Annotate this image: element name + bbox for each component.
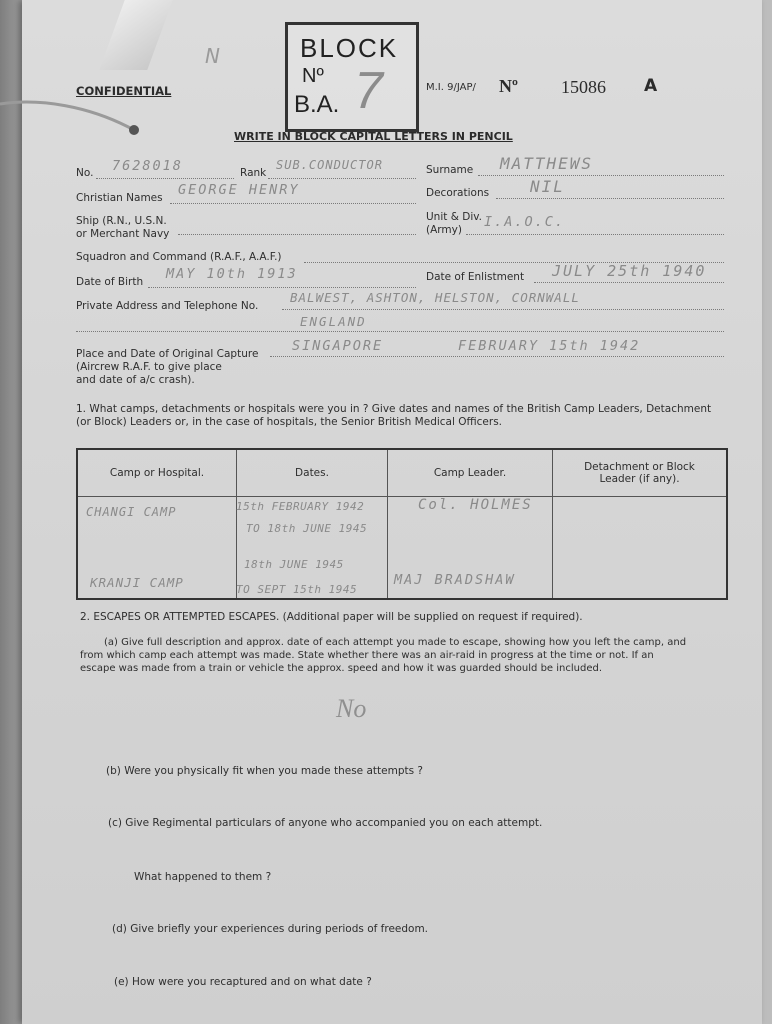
stamp-number: 7 — [354, 62, 383, 120]
stamp-block-text: BLOCK — [300, 33, 399, 63]
capture-date: FEBRUARY 15th 1942 — [458, 338, 641, 354]
ship-label-2: or Merchant Navy — [76, 228, 170, 240]
table-row-2-date-1: 18th JUNE 1945 — [244, 558, 344, 571]
address-line-1 — [282, 309, 724, 310]
decorations-value: NIL — [530, 177, 565, 196]
table-row-2-date-2: TO SEPT 15th 1945 — [236, 583, 358, 596]
q2d-text: (d) Give briefly your experiences during periods of freedom. — [112, 923, 429, 935]
table-row-1-camp: CHANGI CAMP — [86, 505, 177, 519]
form-reference: M.I. 9/JAP/ — [426, 82, 476, 93]
instruction-heading: WRITE IN BLOCK CAPITAL LETTERS IN PENCIL — [234, 130, 513, 143]
stamp-no-text: Nº — [302, 65, 324, 87]
no-value: 7628018 — [112, 158, 183, 174]
unit-line — [466, 234, 724, 235]
decorations-label: Decorations — [426, 187, 490, 199]
col-dates-header: Dates. — [237, 449, 388, 497]
stamp-ba-text: B.A. — [294, 91, 340, 118]
capture-label-3: and date of a/c crash). — [76, 374, 195, 386]
dob-value: MAY 10th 1913 — [166, 266, 298, 282]
serial-suffix: A — [644, 76, 658, 96]
no-symbol: Nº — [499, 76, 518, 96]
surname-value: MATTHEWS — [500, 154, 594, 173]
address-value-2: ENGLAND — [300, 314, 367, 329]
q1-line-2: (or Block) Leaders or, in the case of hospitals, the Senior British Medical Officers. — [76, 416, 503, 428]
serial-number: 15086 — [561, 77, 606, 97]
q2a-line-3: escape was made from a train or vehicle the approx. speed and how it was guarded should be included. — [80, 663, 603, 674]
table-header-row — [77, 449, 727, 497]
q2c-text: (c) Give Regimental particulars of anyone who accompanied you on each attempt. — [108, 817, 543, 829]
enlistment-line — [534, 282, 724, 283]
detachment-cell — [553, 497, 728, 600]
capture-label-1: Place and Date of Original Capture — [76, 348, 259, 360]
table-row-1-date-1: 15th FEBRUARY 1942 — [236, 500, 365, 513]
string-icon — [0, 98, 140, 138]
address-line-2 — [76, 331, 724, 332]
table-row-1-leader: Col. HOLMES — [418, 497, 533, 513]
enlistment-value: JULY 25th 1940 — [552, 262, 707, 280]
unit-label-2: (Army) — [426, 224, 462, 236]
rank-label: Rank — [240, 167, 267, 179]
q2-heading: 2. ESCAPES OR ATTEMPTED ESCAPES. (Additional paper will be supplied on request if required). — [80, 611, 583, 623]
surname-line — [478, 175, 724, 176]
squadron-label: Squadron and Command (R.A.F., A.A.F.) — [76, 251, 282, 263]
surname-label: Surname — [426, 164, 474, 176]
no-label: No. — [76, 167, 94, 179]
col-detachment-header: Detachment or Block Leader (if any). — [553, 449, 728, 497]
col-camp-header: Camp or Hospital. — [77, 449, 237, 497]
block-stamp — [285, 22, 419, 132]
q2c-sub-text: What happened to them ? — [134, 871, 272, 883]
enlistment-label: Date of Enlistment — [426, 271, 525, 283]
decorations-line — [496, 198, 724, 199]
capture-label-2: (Aircrew R.A.F. to give place — [76, 361, 222, 373]
christian-names-value: GEORGE HENRY — [178, 182, 300, 198]
col-leader-header: Camp Leader. — [388, 449, 553, 497]
rank-value: SUB.CONDUCTOR — [276, 158, 383, 172]
capture-line — [270, 356, 724, 357]
table-row-1-date-2: TO 18th JUNE 1945 — [246, 522, 368, 535]
unit-value: I.A.O.C. — [484, 214, 566, 230]
christian-names-label: Christian Names — [76, 192, 163, 204]
table-row-2-camp: KRANJI CAMP — [90, 575, 184, 590]
address-label: Private Address and Telephone No. — [76, 300, 259, 312]
ship-label-1: Ship (R.N., U.S.N. — [76, 215, 167, 227]
q2a-line-1: (a) Give full description and approx. date of each attempt you made to escape, showing how you left the camp, and — [104, 637, 687, 648]
corner-mark: N — [205, 44, 220, 68]
q1-line-1: 1. What camps, detachments or hospitals were you in ? Give dates and names of the British Camp Leaders, Detachment — [76, 403, 712, 415]
address-value-1: BALWEST, ASHTON, HELSTON, CORNWALL — [290, 290, 580, 305]
table-row-2-leader: MAJ BRADSHAW — [394, 572, 516, 588]
ship-line — [178, 234, 416, 235]
christian-names-line — [170, 203, 416, 204]
rank-line — [268, 178, 416, 179]
binder-string — [0, 98, 140, 138]
capture-place: SINGAPORE — [292, 338, 384, 354]
no-line — [96, 178, 234, 179]
unit-label-1: Unit & Div. — [426, 211, 482, 223]
q2b-text: (b) Were you physically fit when you made these attempts ? — [106, 765, 423, 777]
dob-label: Date of Birth — [76, 276, 144, 288]
q2a-answer: No — [336, 694, 367, 723]
dob-line — [148, 287, 416, 288]
confidential-label: CONFIDENTIAL — [76, 84, 172, 98]
q2e-text: (e) How were you recaptured and on what date ? — [114, 976, 372, 988]
q2a-line-2: from which camp each attempt was made. State whether there was an air-raid in progress at the time or not. If an — [80, 650, 654, 661]
